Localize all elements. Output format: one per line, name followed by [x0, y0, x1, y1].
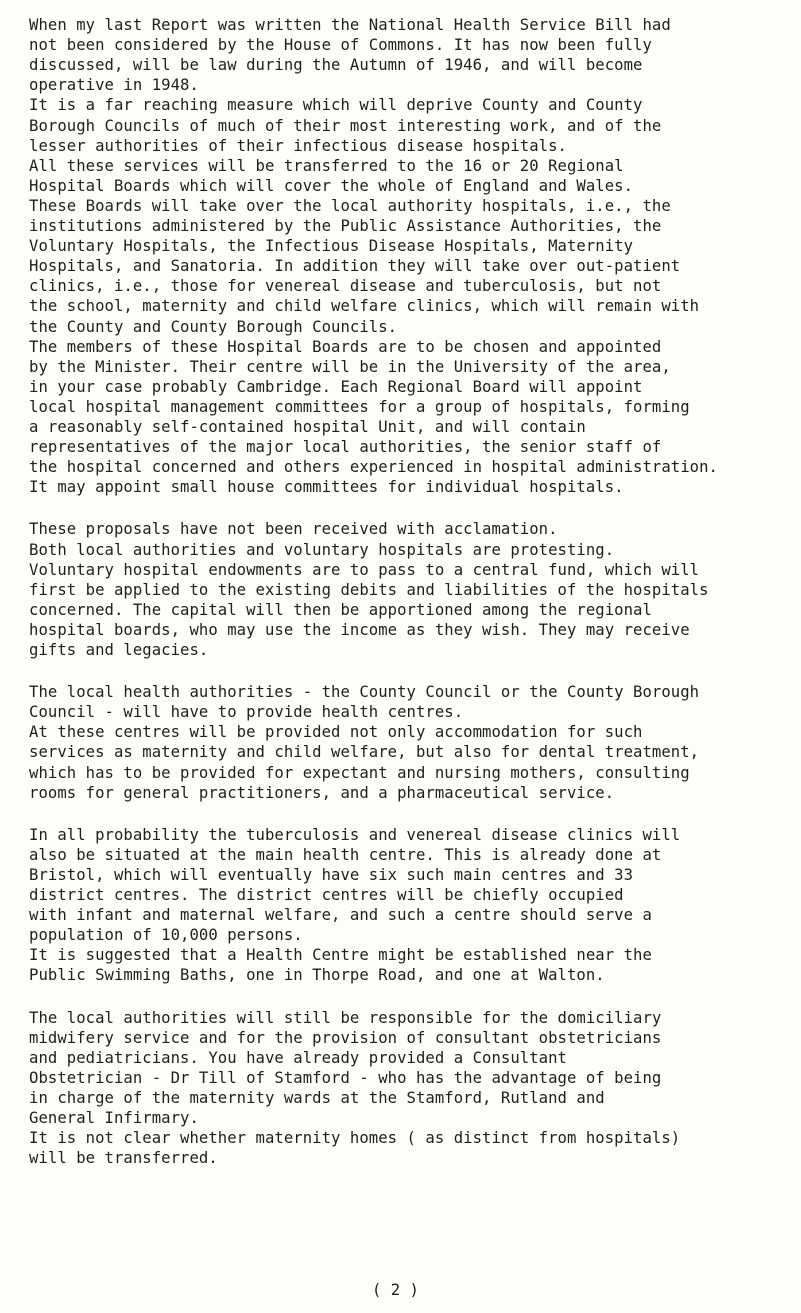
text-line: When my last Report was written the National Health Service Bill had [29, 16, 671, 34]
text-line: by the Minister. Their centre will be in the University of the area, [29, 357, 671, 376]
text-line: will be transferred. [29, 1149, 218, 1168]
text-line: not been considered by the House of Commons. It has now been fully [29, 36, 652, 55]
text-line: Voluntary hospital endowments are to pass to a central fund, which will [29, 560, 700, 579]
text-line: At these centres will be provided not only accommodation for such [29, 723, 643, 742]
text-line: district centres. The district centres will be chiefly occupied [29, 886, 624, 904]
text-line: Voluntary Hospitals, the Infectious Disease Hospitals, Maternity [29, 237, 634, 256]
text-line: clinics, i.e., those for venereal disease and tuberculosis, but not [29, 277, 662, 296]
text-line: lesser authorities of their infectious disease hospitals. [29, 136, 567, 155]
text-line: The local health authorities - the County Council or the County Borough [29, 683, 700, 702]
text-line: All these services will be transferred to the 16 or 20 Regional [29, 156, 624, 175]
text-line: concerned. The capital will then be apportioned among the regional [29, 600, 652, 619]
text-line: representatives of the major local authorities, the senior staff of [29, 438, 662, 457]
text-line: Bristol, which will eventually have six such main centres and 33 [29, 865, 634, 884]
text-line: also be situated at the main health centre. This is already done at [29, 845, 662, 864]
text-line: rooms for general practitioners, and a pharmaceutical service. [29, 783, 615, 802]
text-line: In all probability the tuberculosis and venereal disease clinics will [29, 825, 681, 844]
text-line: the hospital concerned and others experienced in hospital administration. [29, 458, 718, 477]
text-line: in charge of the maternity wards at the Stamford, Rutland and [29, 1088, 605, 1107]
text-line: midwifery service and for the provision of consultant obstetricians [29, 1028, 662, 1047]
text-line: These proposals have not been received with acclamation. [29, 520, 558, 539]
text-line: It may appoint small house committees for individual hospitals. [29, 478, 624, 497]
text-line: in your case probably Cambridge. Each Regional Board will appoint [29, 377, 643, 396]
text-line: The members of these Hospital Boards are to be chosen and appointed [29, 337, 662, 356]
text-line: These Boards will take over the local authority hospitals, i.e., the [29, 196, 671, 215]
text-line: Both local authorities and voluntary hospitals are protesting. [29, 540, 615, 559]
text-line: hospital boards, who may use the income as they wish. They may receive [29, 620, 690, 639]
text-line: the school, maternity and child welfare clinics, which will remain with [29, 297, 700, 316]
text-line: services as maternity and child welfare, but also for dental treatment, [29, 743, 700, 762]
text-line: the County and County Borough Councils. [29, 317, 398, 336]
text-line: population of 10,000 persons. [29, 926, 303, 945]
text-line: It is a far reaching measure which will deprive County and County [29, 96, 643, 115]
page-number: ( 2 ) [372, 1281, 419, 1299]
text-line: It is not clear whether maternity homes ( as distinct from hospitals) [29, 1129, 681, 1148]
text-line: operative in 1948. [29, 76, 199, 95]
text-line: gifts and legacies. [29, 641, 209, 659]
text-line: Obstetrician - Dr Till of Stamford - who has the advantage of being [29, 1068, 662, 1087]
text-line: It is suggested that a Health Centre might be established near the [29, 946, 652, 965]
text-line: local hospital management committees for a group of hospitals, forming [29, 397, 690, 416]
text-line: a reasonably self-contained hospital Unit, and will contain [29, 418, 586, 436]
text-line: General Infirmary. [29, 1109, 199, 1127]
text-line: Public Swimming Baths, one in Thorpe Road, and one at Walton. [29, 966, 605, 985]
text-line: institutions administered by the Public Assistance Authorities, the [29, 217, 662, 235]
text-line: Hospital Boards which will cover the whole of England and Wales. [29, 176, 634, 195]
text-line: Council - will have to provide health centres. [29, 703, 464, 722]
text-line: discussed, will be law during the Autumn of 1946, and will become [29, 56, 643, 75]
text-line: Hospitals, and Sanatoria. In addition they will take over out-patient [29, 257, 681, 276]
text-line: which has to be provided for expectant and nursing mothers, consulting [29, 763, 690, 782]
text-line: The local authorities will still be responsible for the domiciliary [29, 1008, 662, 1027]
text-line: Borough Councils of much of their most interesting work, and of the [29, 116, 662, 135]
text-line: and pediatricians. You have already provided a Consultant [29, 1048, 567, 1067]
text-line: first be applied to the existing debits and liabilities of the hospitals [29, 580, 709, 599]
text-line: with infant and maternal welfare, and such a centre should serve a [29, 906, 652, 925]
